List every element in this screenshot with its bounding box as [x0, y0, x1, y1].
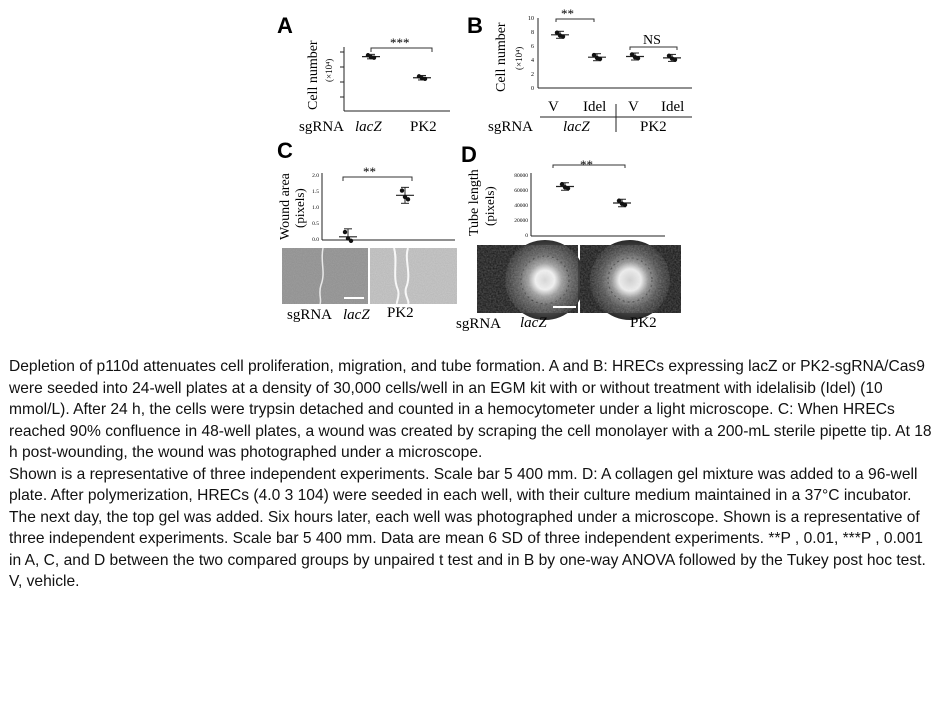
figure	[0, 0, 945, 340]
tube-micrograph-pk2	[580, 240, 681, 320]
y-tick-label: 4	[531, 58, 534, 64]
tube-micrograph-lacz	[477, 240, 585, 320]
data-point	[598, 57, 602, 61]
y-tick-label: 0	[531, 86, 534, 92]
panel-d	[461, 142, 665, 239]
y-axis-unit: (×10⁴)	[514, 46, 524, 70]
panel-letter: B	[467, 13, 483, 38]
y-tick-label: 20000	[514, 218, 528, 224]
y-tick-label: 10	[528, 16, 534, 22]
figure-caption	[9, 356, 939, 593]
y-tick-label: 6	[531, 44, 534, 50]
significance-label: **	[580, 157, 593, 172]
y-tick-labels	[528, 16, 534, 92]
y-tick-label: 1.5	[312, 189, 319, 195]
group-prefix: sgRNA	[456, 316, 502, 332]
caption-paragraph: Depletion of p110d attenuates cell proliferation, migration, and tube formation. A and B: HRECs expressing lacZ or PK2-sgRNA/Cas9 were seeded into 24-well plates at a density of 30,000 cells/well in an EGM kit with or without treatment with idelalisib (Idel) (10 mmol/L). After 24 h, the cells were trypsin detached and counted in a hemocytometer under a light microscope. C: When HRECs reached 90% confluence in 48-well plates, a wound was created by scraping the cell monolayer with a 200-mL sterile pipette tip. At 18 h post-wounding, the wound was photographed under a microscope.	[9, 358, 932, 461]
treatment-label: V	[548, 99, 559, 115]
significance-label: NS	[643, 33, 661, 48]
data-point	[372, 56, 376, 60]
y-tick-label: 1.0	[312, 205, 319, 211]
treatment-label: V	[628, 99, 639, 115]
group-label-pk2: PK2	[387, 305, 414, 321]
treatment-label: Idel	[583, 99, 607, 115]
group-label-lacz: lacZ	[343, 307, 370, 323]
group-label-pk2: PK2	[640, 119, 667, 135]
panel-a	[277, 13, 450, 135]
y-tick-label: 80000	[514, 173, 528, 179]
group-label-lacz: lacZ	[355, 119, 382, 135]
panel-c	[277, 138, 455, 243]
significance-label: **	[363, 164, 376, 179]
panel-b	[467, 6, 692, 135]
data-points	[551, 31, 681, 62]
y-axis-label: Wound area	[278, 173, 293, 240]
data-point	[636, 56, 640, 60]
data-point	[566, 186, 570, 190]
y-tick-label: 0.5	[312, 221, 319, 227]
data-point	[623, 203, 627, 207]
y-tick-label: 2	[531, 72, 534, 78]
y-axis-unit: (pixels)	[292, 188, 307, 228]
data-points	[339, 187, 414, 243]
significance-bracket	[343, 177, 412, 181]
significance-label: ***	[390, 35, 410, 50]
wound-micrograph-lacz	[282, 248, 368, 304]
panel-letter: D	[461, 142, 477, 167]
y-tick-label: 60000	[514, 188, 528, 194]
data-point	[561, 34, 565, 38]
y-tick-label: 0	[525, 233, 528, 239]
y-tick-label: 40000	[514, 203, 528, 209]
y-axis-label: Cell number	[494, 22, 509, 92]
y-tick-label: 0.0	[312, 237, 319, 243]
significance-label: **	[561, 6, 574, 21]
y-tick-labels	[312, 173, 319, 243]
data-point	[343, 230, 347, 234]
group-label-lacz: lacZ	[520, 315, 547, 331]
y-tick-labels	[514, 173, 528, 239]
group-prefix: sgRNA	[287, 307, 333, 323]
data-point	[423, 77, 427, 81]
panel-letter: A	[277, 13, 293, 38]
y-axis-label: Cell number	[306, 40, 321, 110]
data-points	[362, 53, 431, 81]
wound-micrograph-pk2	[370, 248, 457, 304]
data-point	[400, 188, 404, 192]
y-axis-unit: (pixels)	[482, 186, 497, 226]
figure-svg	[0, 0, 945, 340]
caption-paragraph: Shown is a representative of three independent experiments. Scale bar 5 400 mm. D: A collagen gel mixture was added to a 96-well plate. After polymerization, HRECs (4.0 3 104) were seeded in each well, with their culture medium maintained in a 37°C incubator. The next day, the top gel was added. Six hours later, each well was photographed under a microscope. Shown is a representative of three independent experiments. Scale bar 5 400 mm. Data are mean 6 SD of three independent experiments. **P , 0.01, ***P , 0.001 in A, C, and D between the two compared groups by unpaired t test and in B by one-way ANOVA followed by the Tukey post hoc test. V, vehicle.	[9, 465, 926, 590]
y-tick-label: 2.0	[312, 173, 319, 179]
y-tick-label: 8	[531, 30, 534, 36]
y-axis-label: Tube length	[467, 169, 482, 236]
group-prefix: sgRNA	[488, 119, 534, 135]
group-label-pk2: PK2	[630, 315, 657, 331]
treatment-label: Idel	[661, 99, 685, 115]
panel-letter: C	[277, 138, 293, 163]
data-point	[349, 239, 353, 243]
group-label-lacz: lacZ	[563, 119, 590, 135]
group-prefix: sgRNA	[299, 119, 345, 135]
data-point	[406, 197, 410, 201]
data-point	[673, 57, 677, 61]
group-label-pk2: PK2	[410, 119, 437, 135]
y-axis-unit: (×10⁴)	[324, 58, 334, 82]
data-points	[556, 182, 631, 207]
